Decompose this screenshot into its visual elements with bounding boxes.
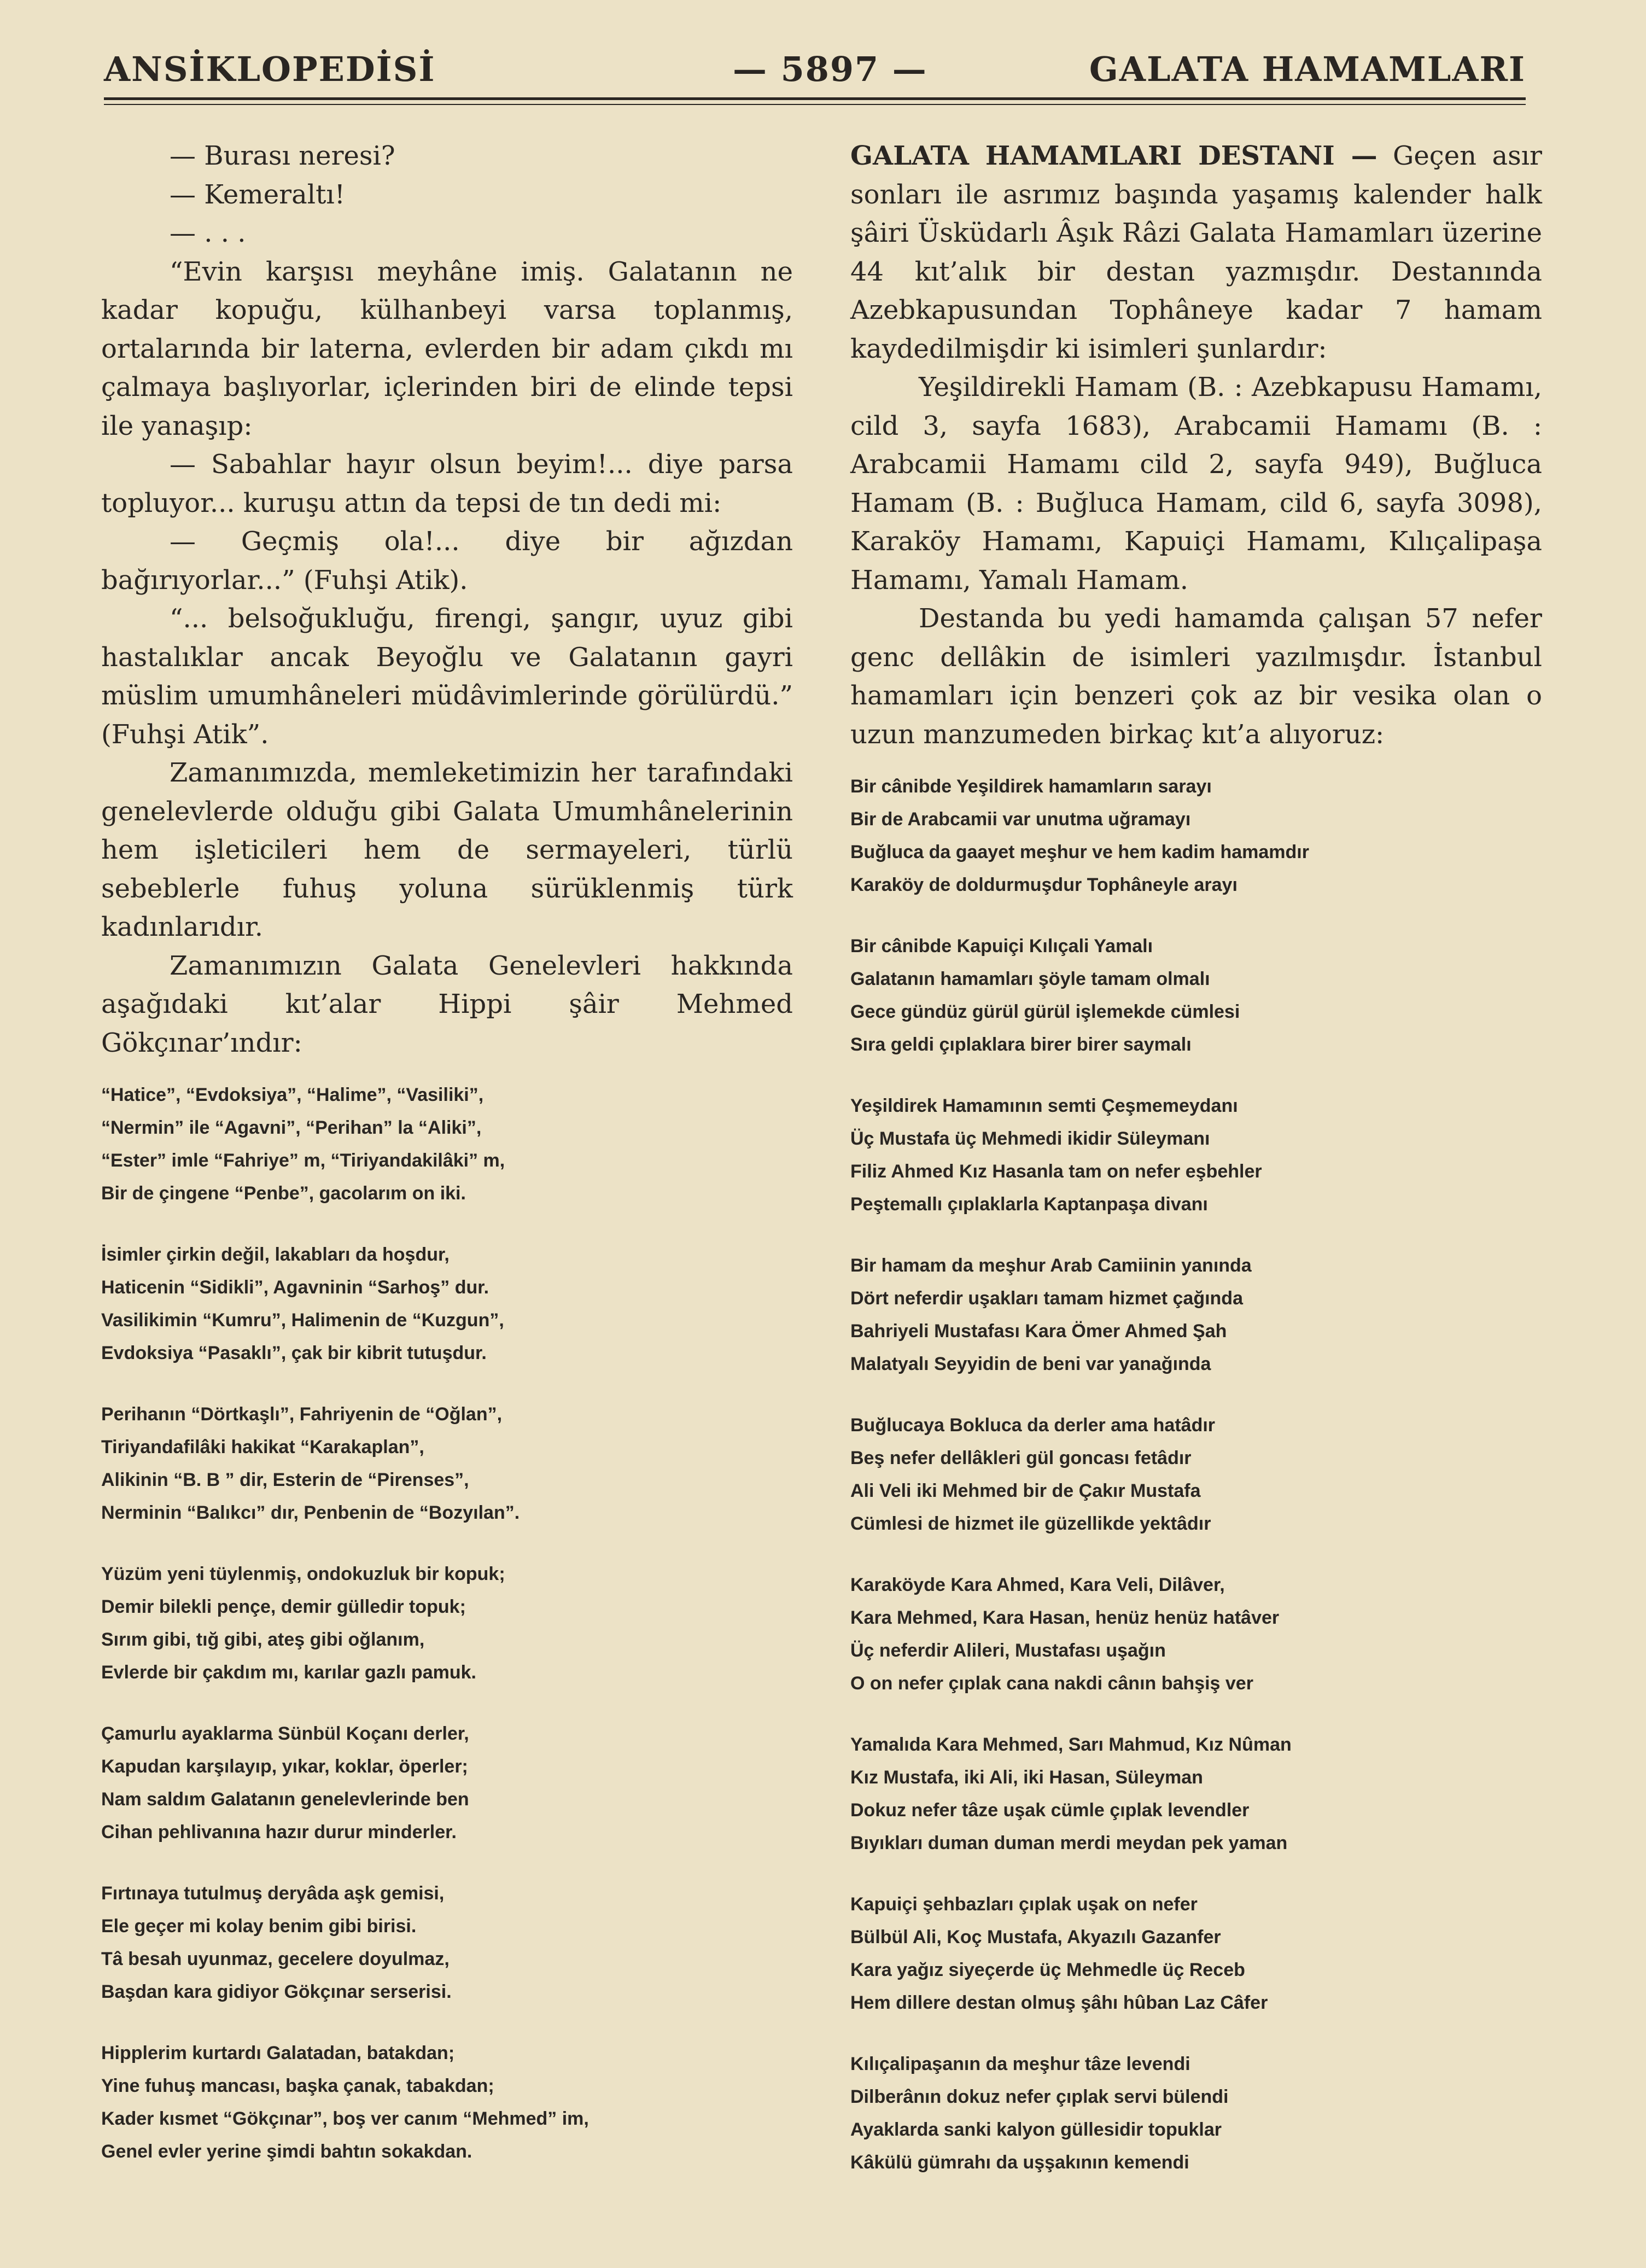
paragraph: — Burası neresi?	[170, 141, 395, 171]
verse-line: Cümlesi de hizmet ile güzellikde yektâdır	[850, 1513, 1211, 1534]
article-title: GALATA HAMAMLARI DESTANI —	[850, 141, 1377, 171]
verse-line: “Nermin” ile “Agavni”, “Perihan” la “Aliki”,	[101, 1117, 482, 1138]
verse-line: Üç neferdir Alileri, Mustafası uşağın	[850, 1640, 1166, 1661]
verse-line: Yeşildirek Hamamının semti Çeşmemeydanı	[850, 1095, 1238, 1116]
paragraph: “Evin karşısı meyhâne imiş. Galatanın ne kadar kopuğu, külhanbeyi varsa toplanmış, ortalarında bir laterna, evlerden bir adam çıkdı mı çalmaya başlıyorlar, içlerinden biri de elinde tepsi ile yanaşıp:	[101, 256, 793, 441]
verse-line: Evlerde bir çakdım mı, karılar gazlı pamuk.	[101, 1662, 476, 1683]
verse-line: Bülbül Ali, Koç Mustafa, Akyazılı Gazanfer	[850, 1927, 1221, 1948]
verse-line: Alikinin “B. B ” dir, Esterin de “Pirenses”,	[101, 1470, 469, 1490]
paragraph: — Geçmiş ola!... diye bir ağızdan bağırıyorlar...” (Fuhşi Atik).	[101, 526, 793, 596]
verse-line: Bahriyeli Mustafası Kara Ömer Ahmed Şah	[850, 1321, 1227, 1342]
verse-line: “Ester” imle “Fahriye” m, “Tiriyandakilâki” m,	[101, 1150, 505, 1171]
left-prose	[101, 137, 793, 1062]
verse-line: Çamurlu ayaklarma Sünbül Koçanı derler,	[101, 1723, 469, 1744]
verse-line: Beş nefer dellâkleri gül goncası fetâdır	[850, 1448, 1192, 1468]
verse-line: Bıyıkları duman duman merdi meydan pek yaman	[850, 1833, 1288, 1853]
paragraph: Zamanımızın Galata Genelevleri hakkında aşağıdaki kıt’alar Hippi şâir Mehmed Gökçınar’ındır:	[101, 950, 793, 1058]
header-rule-thin	[104, 104, 1526, 105]
verse-line: Kapudan karşılayıp, yıkar, koklar, öperler;	[101, 1756, 468, 1777]
paragraph: Yeşildirekli Hamam (B. : Azebkapusu Hamamı, cild 3, sayfa 1683), Arabcamii Hamamı (B. : Arabcamii Hamamı cild 2, sayfa 949), Buğluca Hamam (B. : Buğluca Hamam, cild 6, sayfa 3098), Karaköy Hamamı, Kapuiçi Hamamı, Kılıçalipaşa Hamamı, Yamalı Hamam.	[850, 372, 1542, 596]
page-number: — 5897 —	[733, 49, 927, 89]
header-rule	[104, 97, 1526, 100]
article-intro	[850, 137, 1542, 368]
stanza	[850, 2048, 1542, 2179]
running-head-left: ANSİKLOPEDİSİ	[104, 49, 436, 89]
verse-line: Ali Veli iki Mehmed bir de Çakır Mustafa	[850, 1480, 1201, 1501]
verse-line: Vasilikimin “Kumru”, Halimenin de “Kuzgun”,	[101, 1310, 504, 1331]
right-prose	[850, 137, 1542, 754]
verse-line: Hem dillere destan olmuş şâhı hûban Laz Câfer	[850, 1992, 1268, 2013]
verse-line: Kapuiçi şehbazları çıplak uşak on nefer	[850, 1894, 1198, 1915]
verse-line: Gece gündüz gürül gürül işlemekde cümlesi	[850, 1001, 1240, 1022]
paragraph: Zamanımızda, memleketimizin her tarafındaki genelevlerde olduğu gibi Galata Umumhânelerinin hem işleticileri hem de sermayeleri, türlü sebeblerle fuhuş yoluna sürüklenmiş türk kadınlarıdır.	[101, 757, 793, 942]
stanza	[850, 1409, 1542, 1540]
verse-line: Perihanın “Dörtkaşlı”, Fahriyenin de “Oğlan”,	[101, 1404, 503, 1425]
verse-line: Dilberânın dokuz nefer çıplak servi bülendi	[850, 2086, 1229, 2107]
stanza	[101, 1398, 793, 1529]
verse-line: “Hatice”, “Evdoksiya”, “Halime”, “Vasiliki”,	[101, 1085, 484, 1105]
verse-line: Demir bilekli pençe, demir gülledir topuk;	[101, 1596, 466, 1617]
verse-line: Haticenin “Sidikli”, Agavninin “Sarhoş” dur.	[101, 1277, 489, 1298]
right-column	[850, 137, 1542, 2207]
verse-line: Nerminin “Balıkcı” dır, Penbenin de “Bozyılan”.	[101, 1502, 520, 1523]
verse-line: Ayaklarda sanki kalyon güllesidir topuklar	[850, 2119, 1222, 2140]
verse-line: Yine fuhuş mancası, başka çanak, tabakdan;	[101, 2075, 494, 2096]
verse-line: Evdoksiya “Pasaklı”, çak bir kibrit tutuşdur.	[101, 1343, 487, 1363]
verse-line: Galatanın hamamları şöyle tamam olmalı	[850, 969, 1210, 989]
verse-line: Dokuz nefer tâze uşak cümle çıplak levendler	[850, 1800, 1250, 1821]
verse-line: Karaköyde Kara Ahmed, Kara Veli, Dilâver,	[850, 1575, 1225, 1595]
verse-line: Buğluca da gaayet meşhur ve hem kadim hamamdır	[850, 842, 1309, 862]
stanza	[101, 2037, 793, 2168]
verse-line: Tiriyandafilâki hakikat “Karakaplan”,	[101, 1437, 424, 1457]
paragraph: Destanda bu yedi hamamda çalışan 57 nefer genc dellâkin de isimleri yazılmışdır. İstanbul hamamları için benzeri çok az bir vesika olan o uzun manzumeden birkaç kıt’a alıyoruz:	[850, 603, 1542, 750]
verse-line: Malatyalı Seyyidin de beni var yanağında	[850, 1354, 1211, 1374]
paragraph: — Kemeraltı!	[170, 179, 345, 210]
stanza	[850, 1888, 1542, 2019]
verse-line: Peştemallı çıplaklarla Kaptanpaşa divanı	[850, 1194, 1208, 1215]
stanza	[101, 1558, 793, 1689]
verse-line: Dört neferdir uşakları tamam hizmet çağında	[850, 1288, 1243, 1309]
verse-line: Başdan kara gidiyor Gökçınar serserisi.	[101, 1981, 452, 2002]
running-head-right: GALATA HAMAMLARI	[1089, 49, 1526, 89]
verse-line: Bir hamam da meşhur Arab Camiinin yanında	[850, 1255, 1252, 1276]
verse-line: Sıra geldi çıplaklara birer birer saymalı	[850, 1034, 1192, 1055]
verse-line: Kâkülü gümrahı da uşşakının kemendi	[850, 2152, 1189, 2173]
left-column	[101, 137, 793, 2196]
stanza	[850, 770, 1542, 901]
verse-line: Buğlucaya Bokluca da derler ama hatâdır	[850, 1415, 1216, 1436]
verse-line: Kara yağız siyeçerde üç Mehmedle üç Receb	[850, 1960, 1245, 1980]
verse-line: Hipplerim kurtardı Galatadan, batakdan;	[101, 2043, 455, 2063]
paragraph: — Sabahlar hayır olsun beyim!... diye parsa topluyor... kuruşu attın da tepsi de tın dedi mi:	[101, 449, 793, 518]
verse-line: İsimler çirkin değil, lakabları da hoşdur,	[101, 1244, 450, 1265]
stanza	[850, 1089, 1542, 1221]
verse-line: Kılıçalipaşanın da meşhur tâze levendi	[850, 2054, 1190, 2074]
stanza	[101, 1877, 793, 2008]
verse-line: Karaköy de doldurmuşdur Tophâneyle arayı	[850, 874, 1238, 895]
verse-line: Bir cânibde Kapuiçi Kılıçali Yamalı	[850, 936, 1153, 957]
verse-line: Bir cânibde Yeşildirek hamamların sarayı	[850, 776, 1212, 797]
verse-line: Kız Mustafa, iki Ali, iki Hasan, Süleyman	[850, 1767, 1203, 1788]
stanza	[850, 1728, 1542, 1859]
verse-line: Bir de çingene “Penbe”, gacolarım on iki.	[101, 1183, 466, 1204]
verse-line: Üç Mustafa üç Mehmedi ikidir Süleymanı	[850, 1128, 1210, 1149]
verse-line: Kara Mehmed, Kara Hasan, henüz henüz hatâver	[850, 1607, 1280, 1628]
verse-line: Tâ besah uyunmaz, gecelere doyulmaz,	[101, 1949, 450, 1969]
verse-line: Ele geçer mi kolay benim gibi birisi.	[101, 1916, 417, 1937]
left-verse	[101, 1078, 793, 2168]
article-intro-text: Geçen asır sonları ile asrımız başında yaşamış kalender halk şâiri Üsküdarlı Âşık Râzi Galata Hamamları üzerine 44 kıt’alık bir destan yazmışdır. Destanında Azebkapusundan Tophâneye kadar 7 hamam kaydedilmişdir ki isimleri şunlardır:	[850, 141, 1542, 364]
verse-line: Sırım gibi, tığ gibi, ateş gibi oğlanım,	[101, 1629, 425, 1650]
verse-line: O on nefer çıplak cana nakdi cânın bahşiş ver	[850, 1673, 1253, 1694]
right-verse	[850, 770, 1542, 2179]
verse-line: Yüzüm yeni tüylenmiş, ondokuzluk bir kopuk;	[101, 1564, 505, 1584]
paragraph: — . . .	[170, 218, 246, 248]
stanza	[850, 930, 1542, 1061]
stanza	[101, 1238, 793, 1369]
stanza	[101, 1078, 793, 1210]
verse-line: Nam saldım Galatanın genelevlerinde ben	[101, 1789, 469, 1810]
verse-line: Cihan pehlivanına hazır durur minderler.	[101, 1822, 457, 1843]
paragraph: “... belsoğukluğu, firengi, şangır, uyuz gibi hastalıklar ancak Beyoğlu ve Galatanın gayri müslim umumhâneleri müdâvimlerinde görülürdü.” (Fuhşi Atik”.	[101, 603, 793, 750]
verse-line: Kader kısmet “Gökçınar”, boş ver canım “Mehmed” im,	[101, 2108, 589, 2129]
verse-line: Yamalıda Kara Mehmed, Sarı Mahmud, Kız Nûman	[850, 1734, 1292, 1755]
verse-line: Filiz Ahmed Kız Hasanla tam on nefer eşbehler	[850, 1161, 1262, 1182]
verse-line: Bir de Arabcamii var unutma uğramayı	[850, 809, 1191, 830]
page-header	[104, 44, 1526, 104]
verse-line: Genel evler yerine şimdi bahtın sokakdan.	[101, 2141, 472, 2162]
stanza	[850, 1569, 1542, 1700]
verse-line: Fırtınaya tutulmuş deryâda aşk gemisi,	[101, 1883, 445, 1904]
stanza	[850, 1249, 1542, 1380]
stanza	[101, 1717, 793, 1849]
